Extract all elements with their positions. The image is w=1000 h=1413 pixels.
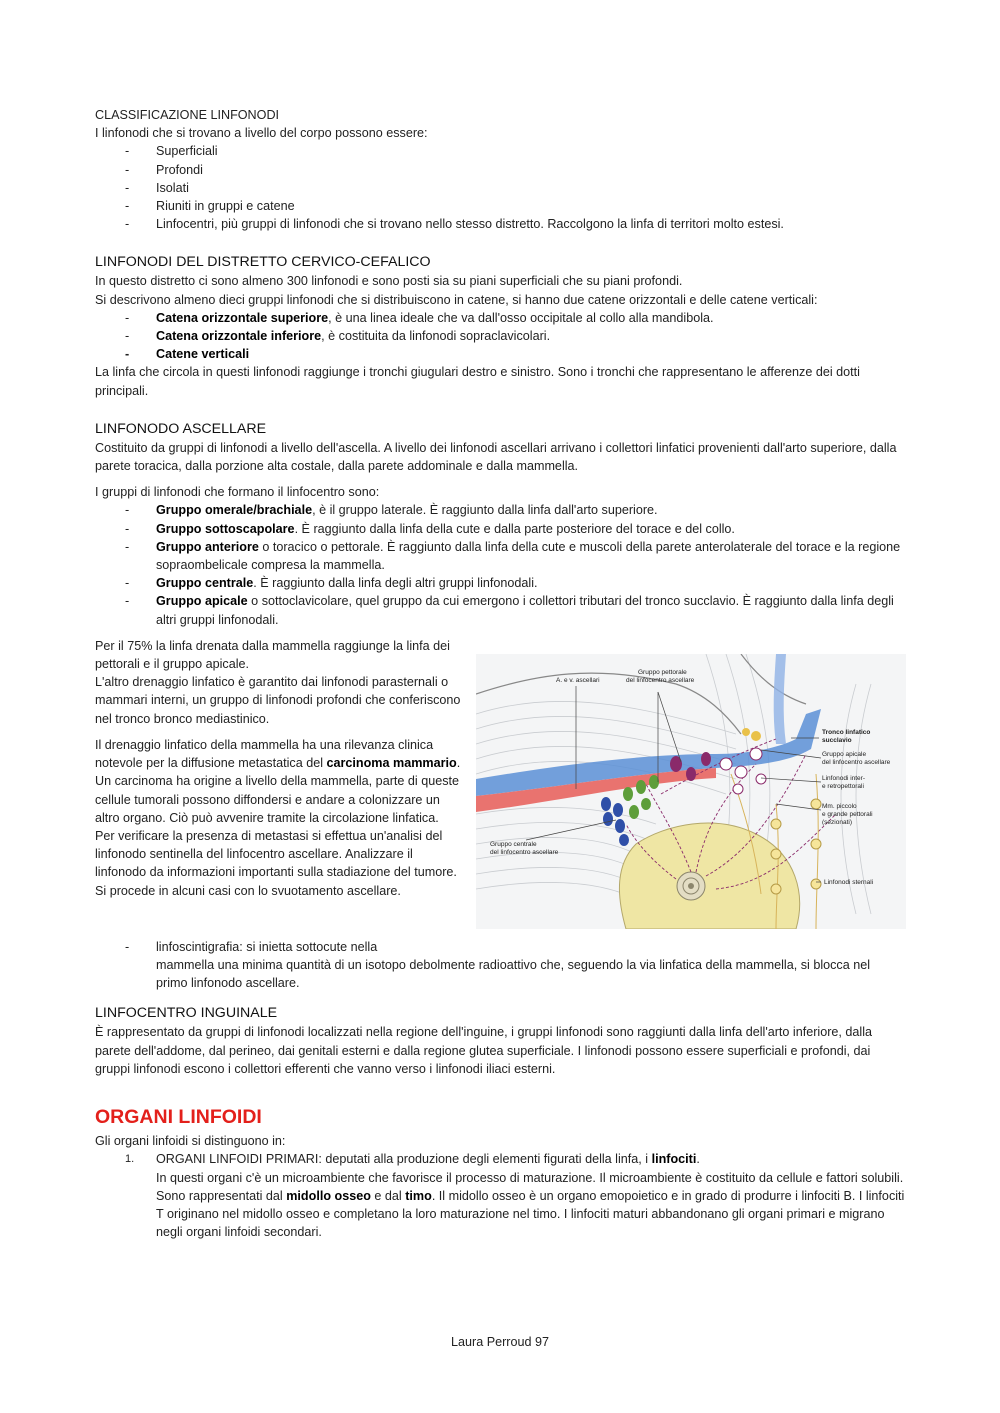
chapter-title-organi: ORGANI LINFOIDI: [95, 1106, 262, 1129]
cervico-p2: Si descrivono almeno dieci gruppi linfonodi che si distribuiscono in catene, si hanno due catene orizzontali e delle catene verticali:: [95, 292, 818, 307]
item-bold: Catena orizzontale inferiore: [156, 329, 322, 344]
item-bold: Gruppo sottoscapolare: [156, 521, 295, 536]
organi-intro: Gli organi linfoidi si distinguono in:: [95, 1134, 286, 1149]
list-item: [95, 327, 905, 345]
item-text: o sottoclavicolare, quel gruppo da cui emergono i collettori tributari del tronco succlavio. È raggiunto dalla linfa degli altri gruppi linfonodali.: [156, 594, 894, 627]
list-item: [95, 520, 905, 538]
figure-label-sternali: Linfonodi sternali: [824, 878, 874, 886]
inguinale-p1: È rappresentato da gruppi di linfonodi localizzati nella regione dell'inguine, i gruppi linfonodi sono raggiunti dalla linfa dell'arto inferiore, dalla parete dell'addome, dal perineo, dai genitali esterni e dalla regione glutea superficiale. I linfonodi possono essere superficiali e profondi, dai gruppi linfonodi escono i collettori efferenti che vanno verso i linfonodi iliaci esterni.: [95, 1025, 873, 1076]
figure-label-tronco: Tronco linfatico: [822, 728, 871, 736]
item-number: 1.: [125, 1153, 135, 1166]
list-item: 1. ORGANI LINFOIDI PRIMARI: deputati alla produzione degli elementi figurati della linfa, i linfociti. In questi organi c'è un microambiente che favorisce il processo di maturazione. Il microambiente è costituito da cellule e fattori solubili. Sono rappresentati dal midollo osseo e dal timo. Il midollo osseo è un organo emopoietico e in grado di produrre i linfociti B. I linfociti T originano nel midollo osseo e completano la loro maturazione nel timo. I linfociti maturi abbandonano gli organi primari e migrano negli organi linfoidi secondari.: [125, 1152, 905, 1240]
figure-label-pettorale-2: del linfocentro ascellare: [626, 676, 695, 684]
list-item: - Isolati: [95, 179, 905, 197]
figure-label-centrale-2: del linfocentro ascellare: [490, 848, 559, 856]
ascellare-list: [95, 501, 905, 628]
classification-intro: I linfonodi che si trovano a livello del corpo possono essere:: [95, 126, 428, 141]
list-item: - Riuniti in gruppi e catene: [95, 197, 905, 215]
list-item: - Superficiali: [95, 142, 905, 160]
section-title-ascellare: LINFONODO ASCELLARE: [95, 420, 267, 437]
list-item: [95, 345, 905, 363]
figure-label-mm: Mm. piccolo: [822, 802, 857, 810]
organi-list: [95, 1150, 905, 1241]
organi-p2: In questi organi c'è un microambiente che favorisce il processo di maturazione. Il microambiente è costituito da cellule e fattori solubili.: [156, 1170, 904, 1185]
ascellare-p2: I gruppi di linfonodi che formano il linfocentro sono:: [95, 485, 380, 500]
item-bold: Gruppo anteriore: [156, 539, 259, 554]
item-text: , è una linea ideale che va dall'osso occipitale al collo alla mandibola.: [328, 310, 714, 325]
figure-label-tronco-2: succlavio: [822, 736, 852, 744]
item-bold: Catene verticali: [156, 347, 250, 362]
list-item: [95, 538, 905, 574]
list-item: [95, 592, 905, 628]
figure-label-apicale-2: del linfocentro ascellare: [822, 758, 891, 766]
axillary-lymph-figure: [476, 654, 906, 929]
left-column-text: [95, 637, 463, 900]
item-bold: Gruppo omerale/brachiale: [156, 503, 313, 518]
linfoscintigrafia-list: [95, 938, 905, 993]
list-item: - Profondi: [95, 161, 905, 179]
section-title-inguinale: LINFOCENTRO INGUINALE: [95, 1005, 278, 1022]
cervico-p1: In questo distretto ci sono almeno 300 linfonodi e sono posti sia su piani superficiali che su piani profondi.: [95, 274, 683, 289]
figure-label-centrale: Gruppo centrale: [490, 840, 537, 848]
item-text: , è il gruppo laterale. È raggiunto dalla linfa dall'arto superiore.: [312, 503, 658, 518]
document-page: [95, 106, 905, 1241]
item-text: . È raggiunto dalla linfa della cute e dalla parte posteriore del torace e del collo.: [294, 521, 735, 536]
figure-label-apicale: Gruppo apicale: [822, 750, 867, 758]
page-footer: Laura Perroud 97: [450, 1335, 550, 1349]
section-title-cervico: LINFONODI DEL DISTRETTO CERVICO-CEFALICO: [95, 254, 431, 271]
list-item: - linfoscintigrafia: si inietta sottocute nella mammella una minima quantità di un isotopo debolmente radioattivo che, seguendo la via linfatica della mammella, si blocca nel primo linfonodo ascellare.: [95, 938, 905, 993]
list-item: [95, 309, 905, 327]
cervico-p3: La linfa che circola in questi linfonodi raggiunge i tronchi giugulari destro e sinistro. Sono i tronchi che rappresentano le afferenze dei dotti principali.: [95, 365, 860, 398]
figure-label-mm-3: (sezionati): [822, 818, 852, 826]
figure-label-inter: Linfonodi inter-: [822, 774, 865, 782]
item-text: o toracico o pettorale. È raggiunto dalla linfa della cute e muscoli della parete anterolaterale del torace e la regione sopraombelicale compresa la mammella.: [156, 539, 901, 573]
figure-label-pettorale: Gruppo pettorale: [638, 668, 687, 676]
figure-label-inter-2: e retropettorali: [822, 782, 864, 790]
classification-list: [95, 142, 905, 233]
mammella-p3: Il drenaggio linfatico della mammella ha una rilevanza clinica notevole per la diffusione metastatica del carcinoma mammario. Un carcinoma ha origine a livello della mammella, parte di queste cellule tumorali possono diffondersi e andare a colonizzare un altro organo. Ciò può avvenire tramite la circolazione linfatica.: [95, 737, 461, 825]
ascellare-p1: Costituito da gruppi di linfonodi a livello dell'ascella. A livello dei linfonodi ascellari arrivano i collettori linfatici provenienti dall'arto superiore, dalla parete toracica, dalla porzione alta costale, dalla parete addominale e dalla mammella.: [95, 440, 897, 474]
figure-label-mm-2: e grande pettorali: [822, 810, 873, 818]
text-figure-block: [95, 637, 905, 937]
list-item: [95, 501, 905, 519]
list-item: [95, 574, 905, 592]
mammella-p2: L'altro drenaggio linfatico è garantito dai linfonodi parasternali o mammari interni, un gruppo di linfonodi profondi che conferiscono nel tronco bronco mediastinico.: [95, 675, 461, 726]
figure-label-vessels: A. e v. ascellari: [556, 676, 600, 684]
mammella-p1: Per il 75% la linfa drenata dalla mammella raggiunge la linfa dei pettorali e il gruppo apicale.: [95, 638, 450, 672]
item-text: , è costituita da linfonodi sopraclavicolari.: [321, 329, 551, 344]
item-bold: Gruppo apicale: [156, 594, 248, 609]
item-bold: Gruppo centrale: [156, 576, 254, 591]
carcinoma-term: carcinoma mammario: [326, 756, 457, 771]
cervico-list: [95, 309, 905, 364]
item-bold: Catena orizzontale superiore: [156, 310, 329, 325]
item-text: . È raggiunto dalla linfa degli altri gruppi linfonodali.: [253, 576, 538, 591]
mammella-p4: Per verificare la presenza di metastasi si effettua un'analisi del linfonodo sentinella del linfocentro ascellare. Analizzare il linfonodo da informazioni importanti sulla stadiazione del tumore. Si procede in alcuni casi con lo svuotamento ascellare.: [95, 828, 457, 898]
list-item: - Linfocentri, più gruppi di linfonodi che si trovano nello stesso distretto. Raccolgono la linfa di territori molto estesi.: [95, 215, 905, 233]
section-title-classificazione: CLASSIFICAZIONE LINFONODI: [95, 108, 280, 122]
